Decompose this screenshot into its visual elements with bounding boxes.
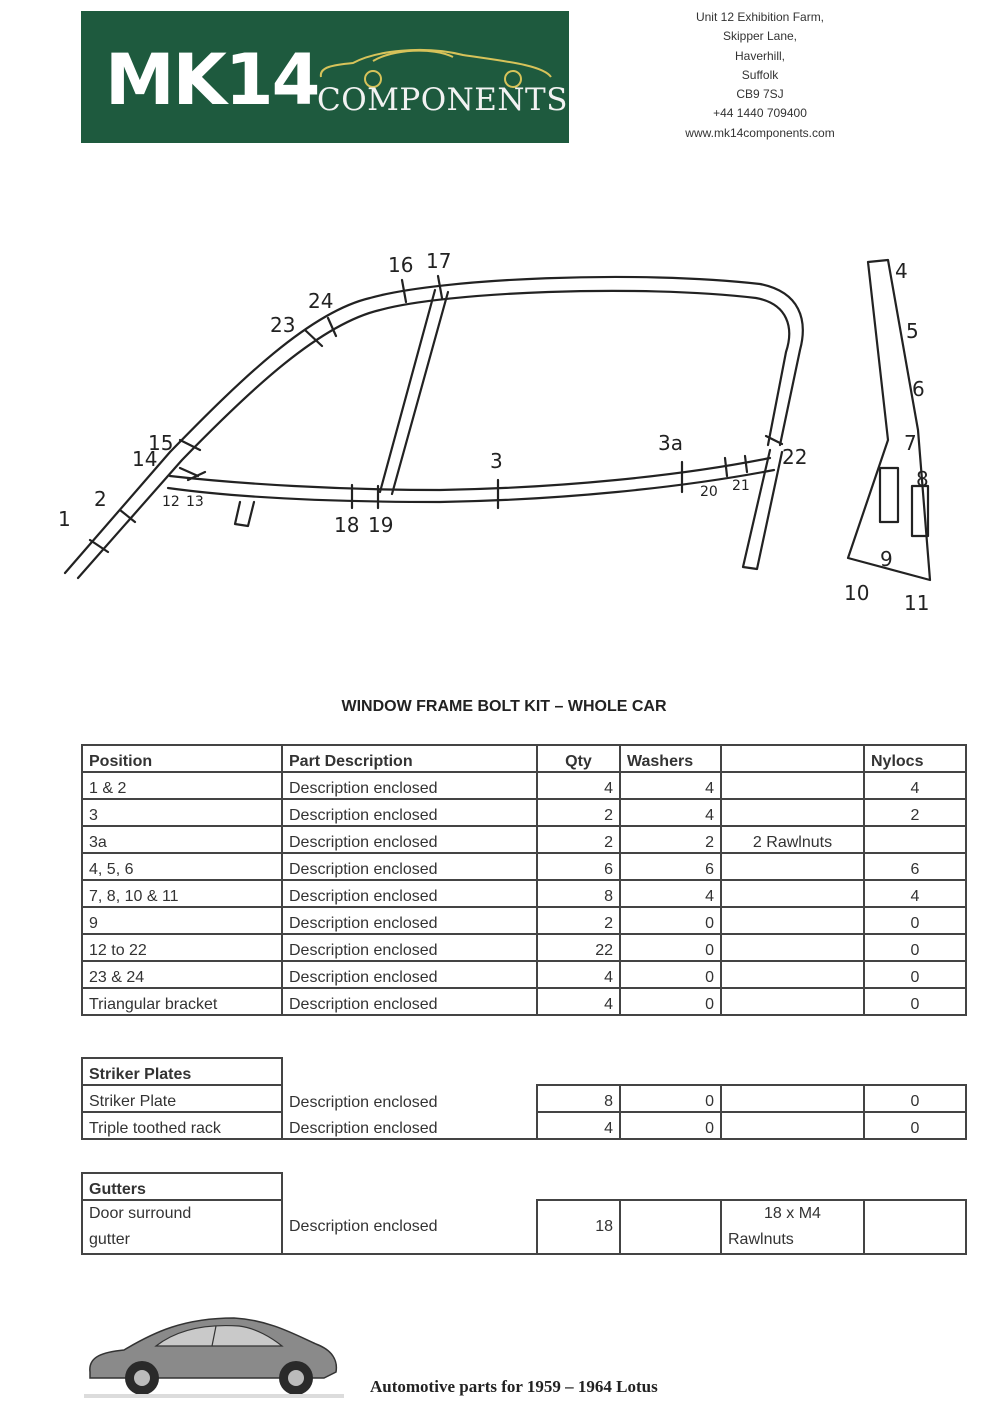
cell-position: Triangular bracket	[82, 988, 282, 1015]
cell-qty: 4	[537, 961, 620, 988]
table-row	[82, 772, 966, 799]
address-line: Haverhill,	[734, 48, 785, 63]
section-heading-row	[82, 1058, 966, 1085]
cell-position: 3	[82, 799, 282, 826]
diagram-label: 16	[388, 253, 414, 277]
document-title: WINDOW FRAME BOLT KIT – WHOLE CAR	[341, 698, 667, 715]
cell-extra	[721, 934, 864, 961]
diagram-label: 7	[904, 431, 917, 455]
extra-line: Rawlnuts	[728, 1231, 794, 1248]
cell-qty: 2	[537, 826, 620, 853]
extra-line: 18 x M4	[764, 1205, 821, 1222]
cell-position: Striker Plate	[82, 1085, 282, 1112]
cell-nylocs: 2	[864, 799, 966, 826]
cell-qty: 4	[537, 1112, 620, 1139]
cell-extra	[721, 961, 864, 988]
cell-description: Description enclosed	[282, 988, 537, 1015]
header-washers: Washers	[620, 745, 721, 772]
cell-qty: 18	[537, 1200, 620, 1254]
diagram-label: 10	[844, 581, 870, 605]
diagram-label: 5	[906, 319, 919, 343]
cell-position: 9	[82, 907, 282, 934]
cell-nylocs: 6	[864, 853, 966, 880]
cell-description: Description enclosed	[282, 799, 537, 826]
cell-nylocs: 0	[864, 934, 966, 961]
footer-tagline: Automotive parts for 1959 – 1964 Lotus	[370, 1377, 658, 1396]
gutters-table	[81, 1172, 967, 1255]
cell-position	[82, 1200, 282, 1254]
cell-qty: 2	[537, 907, 620, 934]
cell-nylocs	[864, 826, 966, 853]
cell-washers	[620, 1200, 721, 1254]
table-row	[82, 1200, 966, 1254]
cell-qty: 4	[537, 772, 620, 799]
cell-extra	[721, 988, 864, 1015]
cell-washers: 0	[620, 961, 721, 988]
diagram-label: 8	[916, 467, 929, 491]
diagram-label: 17	[426, 249, 452, 273]
gutters-heading: Gutters	[82, 1173, 282, 1200]
cell-qty: 8	[537, 880, 620, 907]
cell-extra	[721, 853, 864, 880]
cell-description: Description enclosed	[282, 961, 537, 988]
cell-nylocs: 0	[864, 1085, 966, 1112]
cell-extra	[721, 1112, 864, 1139]
cell-nylocs: 0	[864, 907, 966, 934]
diagram-label: 15	[148, 431, 174, 455]
diagram-label: 9	[880, 547, 893, 571]
address-website: www.mk14components.com	[685, 125, 835, 140]
header-extra	[721, 745, 864, 772]
cell-qty: 22	[537, 934, 620, 961]
address-phone: +44 1440 709400	[713, 106, 807, 121]
position-line: Door surround	[89, 1205, 192, 1222]
table-row	[82, 934, 966, 961]
address-line: Skipper Lane,	[722, 29, 798, 44]
window-frame-diagram	[40, 240, 970, 630]
section-heading-row	[82, 1173, 966, 1200]
diagram-label: 21	[732, 478, 750, 494]
diagram-label: 12	[162, 494, 180, 510]
cell-description: Description enclosed	[282, 826, 537, 853]
table-row	[82, 1112, 966, 1139]
cell-extra	[721, 799, 864, 826]
header-nylocs: Nylocs	[864, 745, 966, 772]
address-line: Unit 12 Exhibition Farm,	[695, 10, 825, 24]
cell-washers: 0	[620, 907, 721, 934]
logo-brand: MK14	[105, 39, 319, 121]
cell-description: Description enclosed	[282, 907, 537, 934]
diagram-label: 3	[490, 449, 503, 473]
cell-washers: 0	[620, 1085, 721, 1112]
cell-washers: 4	[620, 772, 721, 799]
cell-position: 7, 8, 10 & 11	[82, 880, 282, 907]
table-header-row	[82, 745, 966, 772]
diagram-label: 2	[94, 487, 107, 511]
diagram-label: 13	[186, 494, 204, 510]
cell-qty: 2	[537, 799, 620, 826]
diagram-label: 3a	[658, 431, 683, 455]
cell-nylocs: 4	[864, 772, 966, 799]
company-logo	[81, 11, 569, 143]
cell-nylocs: 4	[864, 880, 966, 907]
cell-washers: 6	[620, 853, 721, 880]
cell-nylocs: 0	[864, 961, 966, 988]
cell-qty: 4	[537, 988, 620, 1015]
table-row	[82, 1085, 966, 1112]
cell-washers: 4	[620, 880, 721, 907]
table-row	[82, 988, 966, 1015]
diagram-label: 23	[270, 313, 296, 337]
diagram-label: 18	[334, 513, 360, 537]
header-description: Part Description	[282, 745, 537, 772]
cell-washers: 0	[620, 1112, 721, 1139]
cell-extra	[721, 907, 864, 934]
address-line: CB9 7SJ	[736, 87, 784, 102]
diagram-label: 14	[132, 447, 158, 471]
cell-position: 4, 5, 6	[82, 853, 282, 880]
cell-nylocs: 0	[864, 988, 966, 1015]
cell-nylocs	[864, 1200, 966, 1254]
cell-description: Description enclosed	[282, 853, 537, 880]
table-row	[82, 853, 966, 880]
cell-description: Description enclosed	[282, 1112, 537, 1139]
header-position: Position	[82, 745, 282, 772]
cell-description: Description enclosed	[282, 1085, 537, 1112]
cell-position: 23 & 24	[82, 961, 282, 988]
diagram-label: 22	[782, 445, 808, 469]
cell-extra: 2 Rawlnuts	[721, 826, 864, 853]
diagram-label: 11	[904, 591, 930, 615]
cell-extra	[721, 772, 864, 799]
table-row	[82, 961, 966, 988]
striker-heading: Striker Plates	[82, 1058, 282, 1085]
cell-qty: 8	[537, 1085, 620, 1112]
logo-components: COMPONENTS	[317, 82, 568, 118]
cell-nylocs: 0	[864, 1112, 966, 1139]
diagram-label: 20	[700, 484, 718, 500]
table-row	[82, 826, 966, 853]
header-qty: Qty	[537, 745, 620, 772]
table-row	[82, 880, 966, 907]
striker-plates-table	[81, 1057, 967, 1140]
bolt-kit-table	[81, 744, 967, 1016]
diagram-label: 19	[368, 513, 394, 537]
cell-washers: 2	[620, 826, 721, 853]
cell-position: 3a	[82, 826, 282, 853]
table-row	[82, 907, 966, 934]
cell-washers: 0	[620, 934, 721, 961]
table-row	[82, 799, 966, 826]
lotus-elite-car-image	[84, 1312, 344, 1402]
cell-qty: 6	[537, 853, 620, 880]
diagram-label: 6	[912, 377, 925, 401]
address-line: Suffolk	[741, 67, 779, 82]
cell-extra	[721, 1200, 864, 1254]
diagram-label: 24	[308, 289, 334, 313]
cell-position: 12 to 22	[82, 934, 282, 961]
cell-position: Triple toothed rack	[82, 1112, 282, 1139]
cell-washers: 0	[620, 988, 721, 1015]
cell-extra	[721, 880, 864, 907]
cell-extra	[721, 1085, 864, 1112]
diagram-label: 4	[895, 259, 908, 283]
position-line: gutter	[89, 1231, 130, 1248]
cell-description: Description enclosed	[282, 880, 537, 907]
company-address	[650, 8, 870, 143]
cell-description: Description enclosed	[282, 772, 537, 799]
cell-position: 1 & 2	[82, 772, 282, 799]
cell-description: Description enclosed	[282, 934, 537, 961]
diagram-label: 1	[58, 507, 71, 531]
cell-washers: 4	[620, 799, 721, 826]
cell-description: Description enclosed	[282, 1200, 537, 1254]
